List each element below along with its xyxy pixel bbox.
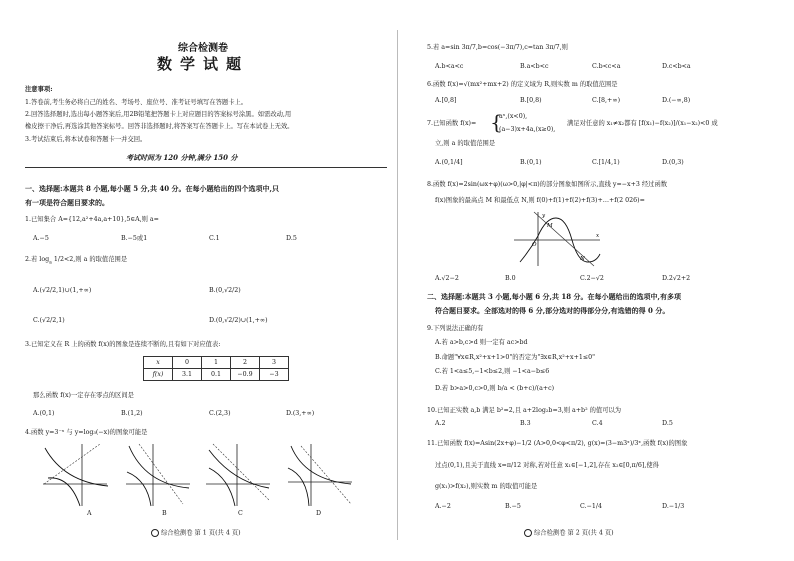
q7-brace: { xyxy=(490,110,503,134)
q2-option-b: B.(0,√2/2) xyxy=(209,287,241,294)
q11-stem-line3: g(x₁)>f(x₂),则实数 m 的取值可能是 xyxy=(435,483,538,490)
page2-footer: 综合检测卷 第 2 页(共 4 页) xyxy=(524,529,614,538)
q1-stem: 1.已知集合 A={12,a²+4a,a+10},5∈A,则 a= xyxy=(25,216,159,223)
q5-option-c: C.b<c<a xyxy=(592,63,621,70)
exam-subtitle: 综合检测卷 xyxy=(178,43,228,54)
notice-line: 2.回答选择题时,选出每小题答案后,用2B铅笔把答题卡上对应题目的答案标号涂黑。如需改动,用 xyxy=(25,111,292,118)
q5-stem: 5.若 a=sin 3π/7,b=cos(−3π/7),c=tan 3π/7,则 xyxy=(427,44,568,51)
q3-option-c: C.(2,3) xyxy=(209,410,231,417)
graph-axis-label: x xyxy=(596,233,600,239)
q8-option-b: B.0 xyxy=(505,275,516,282)
notice-title: 注意事项: xyxy=(25,86,53,93)
q8-stem-line2: f(x)图象的最高点 M 和最低点 N,则 f(0)+f(1)+f(2)+f(3)+…+f(2 026)= xyxy=(435,197,645,204)
table-cell: f(x) xyxy=(144,369,173,381)
q7-case-2: (a−3)x+4a,(x≥0), xyxy=(499,126,556,133)
q7-stem: 7.已知函数 f(x)= xyxy=(427,120,477,127)
q3-after: 那么函数 f(x)一定存在零点的区间是 xyxy=(33,392,134,399)
q2-stem: 2.若 $\log_a 1/2<2$,则 a 的取值范围是 xyxy=(25,256,128,266)
graph-point-label: N xyxy=(580,256,585,262)
page1-footer: 综合检测卷 第 1 页(共 4 页) xyxy=(151,529,241,538)
q11-option-b: B.−5 xyxy=(505,503,521,510)
q7-condition: 满足对任意的 x₁≠x₂都有 [f(x₁)−f(x₂)]/(x₁−x₂)<0 成 xyxy=(567,120,718,127)
notice-line: 3.考试结束后,将本试卷和答题卡一并交回。 xyxy=(25,136,147,143)
q4-graph-d xyxy=(285,442,355,508)
q9-option-b: B.命题"∀x∈R,x²+x+1>0"的否定为"∃x∈R,x²+x+1≤0" xyxy=(435,354,596,361)
q1-option-a: A.−5 xyxy=(33,235,49,242)
q3-option-b: B.(1,2) xyxy=(121,410,143,417)
logo-icon xyxy=(151,529,159,537)
q4-label-c: C xyxy=(238,510,243,517)
column-divider xyxy=(397,30,398,540)
q10-option-b: B.3 xyxy=(520,420,531,427)
q3-option-a: A.(0,1) xyxy=(33,410,55,417)
q3-value-table xyxy=(143,356,289,381)
q6-option-d: D.(−∞,8) xyxy=(662,97,691,104)
q11-option-a: A.−2 xyxy=(435,503,451,510)
table-cell: −0.9 xyxy=(231,369,260,381)
q9-option-a: A.若 a>b,c>d 则一定有 ac>bd xyxy=(435,339,528,346)
table-cell: 3.1 xyxy=(173,369,202,381)
q7-option-b: B.(0,1) xyxy=(520,159,542,166)
q5-option-a: A.b<a<c xyxy=(435,63,464,70)
q9-option-d: D.若 b>a>0,c>0,则 b/a < (b+c)/(a+c) xyxy=(435,385,555,392)
q10-stem: 10.已知正实数 a,b 满足 b²=2,且 a+2log₂b=3,则 a+b² 的值可以为 xyxy=(427,407,622,414)
q7-case-1: aˣ,(x<0), xyxy=(499,113,528,120)
q4-graph-b xyxy=(123,442,193,508)
exam-title: 数学试题 xyxy=(157,55,250,73)
logo-icon xyxy=(524,529,532,537)
q11-stem-line2: 过点(0,1),且关于直线 x=π/12 对称,若对任意 x₁∈[−1,2],存在 x₂∈[0,π/6],使得 xyxy=(435,462,659,469)
graph-axis-label: y xyxy=(542,213,546,219)
q8-option-d: D.2√2+2 xyxy=(662,275,691,282)
q6-option-b: B.[0,8) xyxy=(520,97,542,104)
q3-stem: 3.已知定义在 R 上的函数 f(x)的图象是连续不断的,且有如下对应值表: xyxy=(25,341,221,348)
section1-heading: 一、选择题:本题共 8 小题,每小题 5 分,共 40 分。在每小题给出的四个选项中,只 xyxy=(25,184,279,193)
section2-heading: 符合题目要求。全部选对的得 6 分,部分选对的得部分分,有选错的得 0 分。 xyxy=(435,306,670,315)
q6-option-c: C.[8,+∞) xyxy=(592,97,621,104)
divider-line xyxy=(25,167,387,168)
graph-origin-label: O xyxy=(532,242,537,248)
q5-option-b: B.a<b<c xyxy=(520,63,549,70)
q7-option-c: C.[1/4,1) xyxy=(592,159,620,166)
q8-option-c: C.2−√2 xyxy=(580,275,604,282)
table-cell: 2 xyxy=(231,357,260,369)
q1-option-c: C.1 xyxy=(209,235,220,242)
notice-line: 橡皮擦干净后,再选涂其他答案标号。回答非选择题时,将答案写在答题卡上。写在本试卷上无效。 xyxy=(25,123,294,130)
q4-stem: 4.函数 y=3⁻ˣ 与 y=log₃(−x)的图象可能是 xyxy=(25,429,148,436)
graph-point-label: M xyxy=(547,223,553,229)
q2-option-a: A.(√2/2,1)∪(1,+∞) xyxy=(33,287,92,294)
table-cell: x xyxy=(144,357,173,369)
q3-option-d: D.(3,+∞) xyxy=(286,410,315,417)
q11-option-d: D.−1/3 xyxy=(662,503,685,510)
q10-option-d: D.5 xyxy=(662,420,673,427)
q8-option-a: A.√2−2 xyxy=(435,275,459,282)
q4-label-b: B xyxy=(162,510,167,517)
q7-stem-line2: 立,则 a 的取值范围是 xyxy=(435,140,496,147)
table-cell: 1 xyxy=(202,357,231,369)
table-cell: 3 xyxy=(260,357,289,369)
q4-graph-a xyxy=(40,442,110,508)
section1-heading: 有一项是符合题目要求的。 xyxy=(25,198,109,207)
q9-option-c: C.若 1<a≤5,−1<b≤2,则 −1<a−b≤6 xyxy=(435,368,550,375)
q7-option-a: A.(0,1/4] xyxy=(435,159,463,166)
notice-line: 1.答卷前,考生务必将自己的姓名、考场号、座位号、准考证号填写在答题卡上。 xyxy=(25,99,248,106)
q4-graph-c xyxy=(203,442,273,508)
q8-stem: 8.函数 f(x)=2sin(ωx+φ)(ω>0,|φ|<π)的部分图象如图所示,直线 y=−x+3 经过函数 xyxy=(427,181,668,188)
q4-label-d: D xyxy=(316,510,322,517)
section2-heading: 二、选择题:本题共 3 小题,每小题 6 分,共 18 分。在每小题给出的选项中,有多项 xyxy=(427,292,681,301)
q7-option-d: D.(0,3) xyxy=(662,159,684,166)
q11-option-c: C.−1/4 xyxy=(580,503,603,510)
table-cell: 0.1 xyxy=(202,369,231,381)
q8-sine-graph xyxy=(512,210,604,268)
table-cell: 0 xyxy=(173,357,202,369)
q4-label-a: A xyxy=(87,510,92,517)
q10-option-c: C.4 xyxy=(592,420,603,427)
q5-option-d: D.c<b<a xyxy=(662,63,691,70)
q1-option-d: D.5 xyxy=(286,235,297,242)
q1-option-b: B.−5或1 xyxy=(121,235,148,242)
q10-option-a: A.2 xyxy=(435,420,446,427)
q2-option-d: D.(0,√2/2)∪(1,+∞) xyxy=(209,317,268,324)
q6-option-a: A.[0,8] xyxy=(435,97,457,104)
q2-option-c: C.(√2/2,1) xyxy=(33,317,65,324)
q6-stem: 6.函数 f(x)=√(mx²+mx+2) 的定义域为 R,则实数 m 的取值范围是 xyxy=(427,81,618,88)
exam-info: 考试时间为 120 分钟,满分 150 分 xyxy=(126,153,238,162)
table-cell: −3 xyxy=(260,369,289,381)
q11-stem: 11.已知函数 f(x)=Asin(2x+φ)−1/2 (A>0,0<φ<π/2), g(x)=(3−m3ˣ)/3ˣ,函数 f(x)的图象 xyxy=(427,440,688,447)
q9-stem: 9.下列说法正确的有 xyxy=(427,325,484,332)
